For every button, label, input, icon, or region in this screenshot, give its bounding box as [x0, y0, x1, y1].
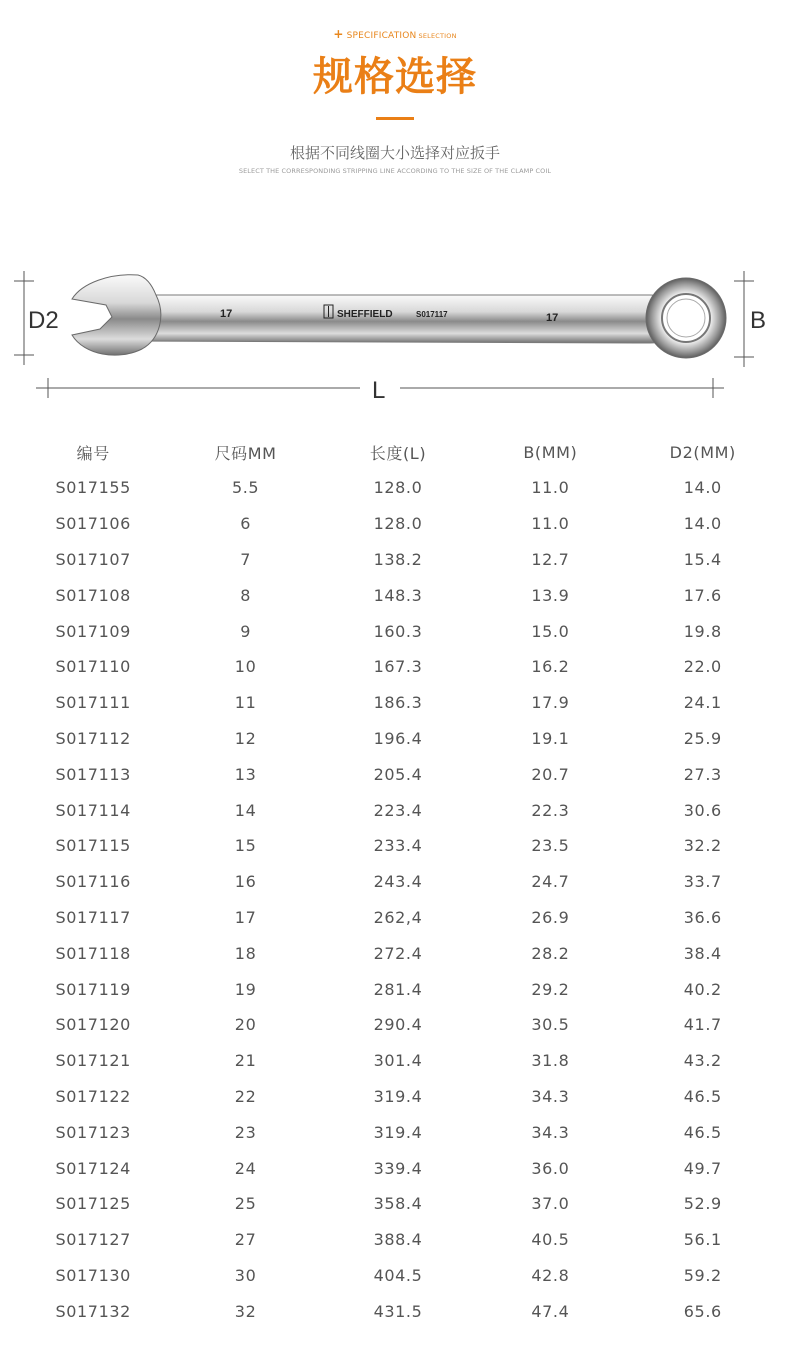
table-cell: 42.8 [531, 1265, 570, 1285]
table-row [17, 1079, 779, 1115]
table-cell: 43.2 [683, 1051, 722, 1071]
column-header: 长度(L) [369, 443, 427, 463]
table-cell: 128.0 [373, 478, 423, 498]
table-cell: 339.4 [373, 1158, 423, 1178]
table-cell: 52.9 [683, 1194, 722, 1214]
table-cell: S017130 [55, 1265, 131, 1285]
table-cell: 20 [234, 1015, 257, 1035]
page-title: 规格选择 [313, 54, 477, 100]
table-cell: 34.3 [531, 1122, 570, 1142]
wrench-size-right: 17 [546, 312, 559, 324]
kicker-main: SPECIFICATION [346, 31, 417, 41]
table-cell: S017108 [55, 585, 131, 605]
table-cell: 148.3 [373, 585, 423, 605]
table-cell: 14.0 [683, 478, 722, 498]
table-cell: 33.7 [683, 872, 722, 892]
table-row [17, 577, 779, 613]
table-cell: 15.4 [683, 549, 722, 569]
table-cell: 14.0 [683, 514, 722, 534]
title-underline [376, 117, 414, 120]
table-cell: 23.5 [531, 836, 570, 856]
table-cell: 167.3 [373, 657, 423, 677]
table-cell: 24.7 [531, 872, 570, 892]
table-cell: 186.3 [373, 693, 423, 713]
table-cell: 32 [234, 1301, 257, 1321]
wrench-brand: SHEFFIELD [337, 309, 393, 320]
table-cell: 160.3 [373, 621, 423, 641]
table-cell: 19 [234, 979, 257, 999]
table-cell: 25.9 [683, 728, 722, 748]
table-cell: 30 [234, 1265, 257, 1285]
table-cell: S017118 [55, 943, 131, 963]
table-row [17, 1222, 779, 1258]
table-cell: S017112 [55, 728, 131, 748]
plus-icon: + [333, 27, 344, 41]
table-row [17, 864, 779, 900]
table-cell: 21 [234, 1051, 257, 1071]
table-cell: 20.7 [531, 764, 570, 784]
table-cell: 8 [240, 585, 251, 605]
table-cell: 23 [234, 1122, 257, 1142]
table-cell: 18 [234, 943, 257, 963]
table-row [17, 756, 779, 792]
table-cell: 11.0 [531, 514, 570, 534]
table-cell: 138.2 [373, 549, 423, 569]
table-cell: 262,4 [373, 907, 423, 927]
spec-table [17, 434, 779, 1329]
table-body [17, 470, 779, 1329]
table-cell: 319.4 [373, 1086, 423, 1106]
table-cell: 34.3 [531, 1086, 570, 1106]
table-cell: 16 [234, 872, 257, 892]
table-cell: 13.9 [531, 585, 570, 605]
table-header-row [17, 434, 779, 470]
table-cell: S017117 [55, 907, 131, 927]
table-cell: 41.7 [683, 1015, 722, 1035]
table-cell: 40.5 [531, 1230, 570, 1250]
table-cell: 5.5 [231, 478, 260, 498]
table-cell: S017125 [55, 1194, 131, 1214]
table-cell: 431.5 [373, 1301, 423, 1321]
table-cell: S017122 [55, 1086, 131, 1106]
table-cell: 32.2 [683, 836, 722, 856]
table-cell: S017115 [55, 836, 131, 856]
table-cell: 36.6 [683, 907, 722, 927]
table-cell: 10 [234, 657, 257, 677]
wrench-diagram [0, 255, 790, 415]
table-row [17, 1043, 779, 1079]
table-row [17, 792, 779, 828]
column-header: 尺码MM [214, 443, 277, 463]
table-cell: 319.4 [373, 1122, 423, 1142]
table-cell: 22.0 [683, 657, 722, 677]
page-subtitle-english: SELECT THE CORRESPONDING STRIPPING LINE ACCORDING TO THE SIZE OF THE CLAMP COIL [238, 167, 552, 175]
table-cell: S017127 [55, 1230, 131, 1250]
table-cell: S017121 [55, 1051, 131, 1071]
table-cell: 11 [234, 693, 257, 713]
table-row [17, 721, 779, 757]
table-cell: S017111 [55, 693, 131, 713]
table-cell: 301.4 [373, 1051, 423, 1071]
table-cell: 358.4 [373, 1194, 423, 1214]
table-cell: S017119 [55, 979, 131, 999]
l-label: L [372, 377, 386, 404]
table-cell: 31.8 [531, 1051, 570, 1071]
table-cell: 28.2 [531, 943, 570, 963]
table-row [17, 470, 779, 506]
table-cell: 7 [240, 549, 251, 569]
table-cell: 24.1 [683, 693, 722, 713]
table-row [17, 1007, 779, 1043]
table-row [17, 1150, 779, 1186]
table-cell: 22 [234, 1086, 257, 1106]
table-cell: 22.3 [531, 800, 570, 820]
table-cell: S017124 [55, 1158, 131, 1178]
d2-label: D2 [28, 307, 59, 334]
b-label: B [750, 307, 767, 334]
table-row [17, 1293, 779, 1329]
table-cell: 15.0 [531, 621, 570, 641]
table-row [17, 900, 779, 936]
table-cell: 27 [234, 1230, 257, 1250]
wrench [72, 275, 726, 358]
table-cell: 30.6 [683, 800, 722, 820]
table-row [17, 971, 779, 1007]
table-cell: 243.4 [373, 872, 423, 892]
table-cell: 26.9 [531, 907, 570, 927]
column-header: B(MM) [523, 442, 578, 462]
column-header: 编号 [76, 443, 110, 463]
table-cell: 46.5 [683, 1086, 722, 1106]
table-cell: 17.6 [683, 585, 722, 605]
table-cell: 30.5 [531, 1015, 570, 1035]
table-row [17, 828, 779, 864]
table-cell: 223.4 [373, 800, 423, 820]
table-cell: 49.7 [683, 1158, 722, 1178]
table-row [17, 935, 779, 971]
table-cell: S017109 [55, 621, 131, 641]
table-cell: S017113 [55, 764, 131, 784]
table-cell: S017120 [55, 1015, 131, 1035]
table-row [17, 1186, 779, 1222]
table-cell: 12.7 [531, 549, 570, 569]
kicker-small: SELECTION [418, 32, 457, 40]
table-row [17, 1258, 779, 1294]
table-row [17, 649, 779, 685]
table-cell: 17 [234, 907, 257, 927]
table-cell: S017132 [55, 1301, 131, 1321]
table-cell: S017116 [55, 872, 131, 892]
table-cell: 65.6 [683, 1301, 722, 1321]
table-cell: 281.4 [373, 979, 423, 999]
table-cell: 9 [240, 621, 251, 641]
table-cell: 38.4 [683, 943, 722, 963]
table-cell: 29.2 [531, 979, 570, 999]
wrench-size-left: 17 [220, 308, 233, 320]
table-cell: 6 [240, 514, 251, 534]
table-cell: 56.1 [683, 1230, 722, 1250]
table-cell: 25 [234, 1194, 257, 1214]
table-cell: 37.0 [531, 1194, 570, 1214]
table-cell: S017123 [55, 1122, 131, 1142]
table-cell: 196.4 [373, 728, 423, 748]
table-cell: 59.2 [683, 1265, 722, 1285]
table-cell: 12 [234, 728, 257, 748]
table-row [17, 506, 779, 542]
table-cell: 11.0 [531, 478, 570, 498]
table-cell: 19.1 [531, 728, 570, 748]
section-kicker [0, 27, 790, 41]
table-cell: 290.4 [373, 1015, 423, 1035]
table-cell: 24 [234, 1158, 257, 1178]
table-cell: S017106 [55, 514, 131, 534]
page-subtitle: 根据不同线圈大小选择对应扳手 [289, 144, 500, 162]
table-cell: 40.2 [683, 979, 722, 999]
table-row [17, 1114, 779, 1150]
table-cell: 36.0 [531, 1158, 570, 1178]
table-cell: 205.4 [373, 764, 423, 784]
wrench-code: S017117 [416, 310, 448, 319]
table-cell: 233.4 [373, 836, 423, 856]
table-cell: 14 [234, 800, 257, 820]
table-cell: 128.0 [373, 514, 423, 534]
table-cell: S017114 [55, 800, 131, 820]
column-header: D2(MM) [669, 442, 736, 462]
table-cell: 17.9 [531, 693, 570, 713]
table-cell: 47.4 [531, 1301, 570, 1321]
table-cell: 15 [234, 836, 257, 856]
table-cell: S017155 [55, 478, 131, 498]
table-cell: 19.8 [683, 621, 722, 641]
table-cell: S017107 [55, 549, 131, 569]
table-cell: 13 [234, 764, 257, 784]
wrench-illustration [0, 255, 790, 415]
table-row [17, 542, 779, 578]
table-cell: 16.2 [531, 657, 570, 677]
table-cell: S017110 [55, 657, 131, 677]
table-cell: 272.4 [373, 943, 423, 963]
table-cell: 46.5 [683, 1122, 722, 1142]
table-cell: 404.5 [373, 1265, 423, 1285]
table-cell: 27.3 [683, 764, 722, 784]
table-row [17, 685, 779, 721]
table-cell: 388.4 [373, 1230, 423, 1250]
table-row [17, 613, 779, 649]
